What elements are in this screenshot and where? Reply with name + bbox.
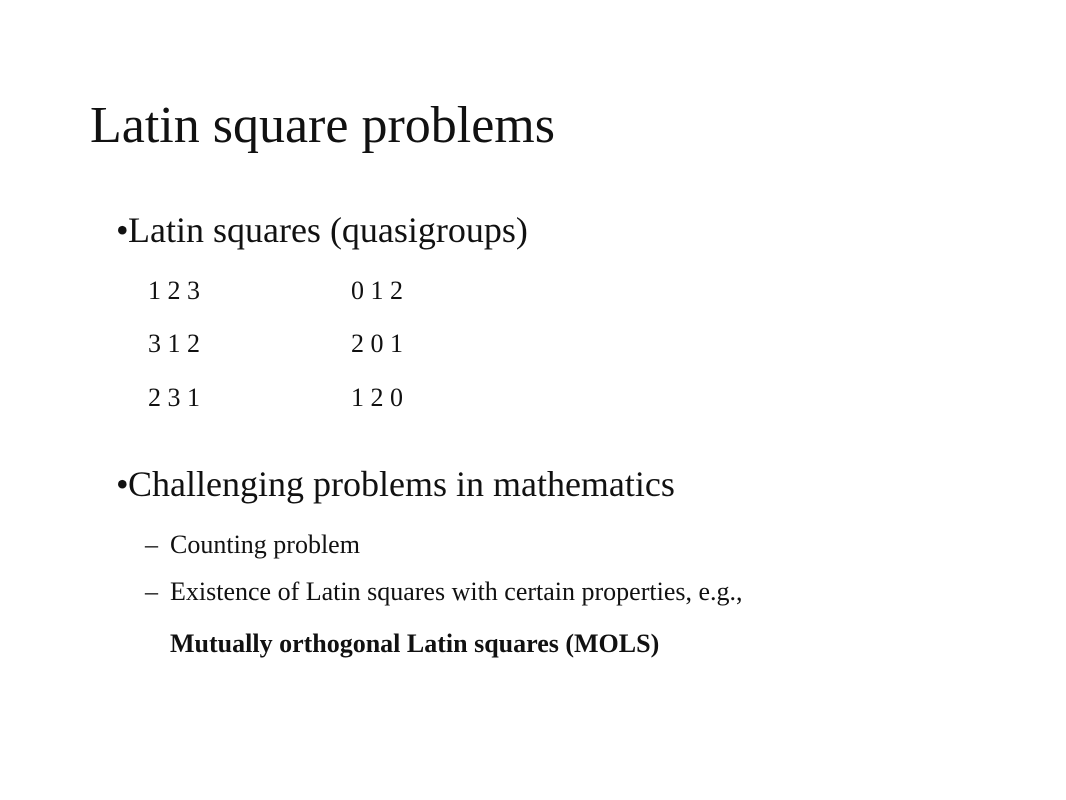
slide-title: Latin square problems — [90, 97, 555, 154]
bullet-text: Latin squares (quasigroups) — [128, 210, 528, 250]
square-row: 2 0 1 — [351, 329, 403, 358]
sub-item-text: Counting problem — [170, 530, 360, 559]
bullet-marker: • — [116, 210, 129, 250]
dash-marker: – — [145, 530, 158, 559]
square-row: 1 2 0 — [351, 383, 403, 412]
mols-emphasis: Mutually orthogonal Latin squares (MOLS) — [170, 629, 660, 658]
dash-marker: – — [145, 577, 158, 606]
bullet-marker: • — [116, 464, 129, 504]
square-row: 2 3 1 — [148, 383, 200, 412]
square-row: 0 1 2 — [351, 276, 403, 305]
sub-item-text: Existence of Latin squares with certain properties, e.g., — [170, 577, 743, 606]
square-row: 1 2 3 — [148, 276, 200, 305]
bullet-text: Challenging problems in mathematics — [128, 464, 675, 504]
square-row: 3 1 2 — [148, 329, 200, 358]
